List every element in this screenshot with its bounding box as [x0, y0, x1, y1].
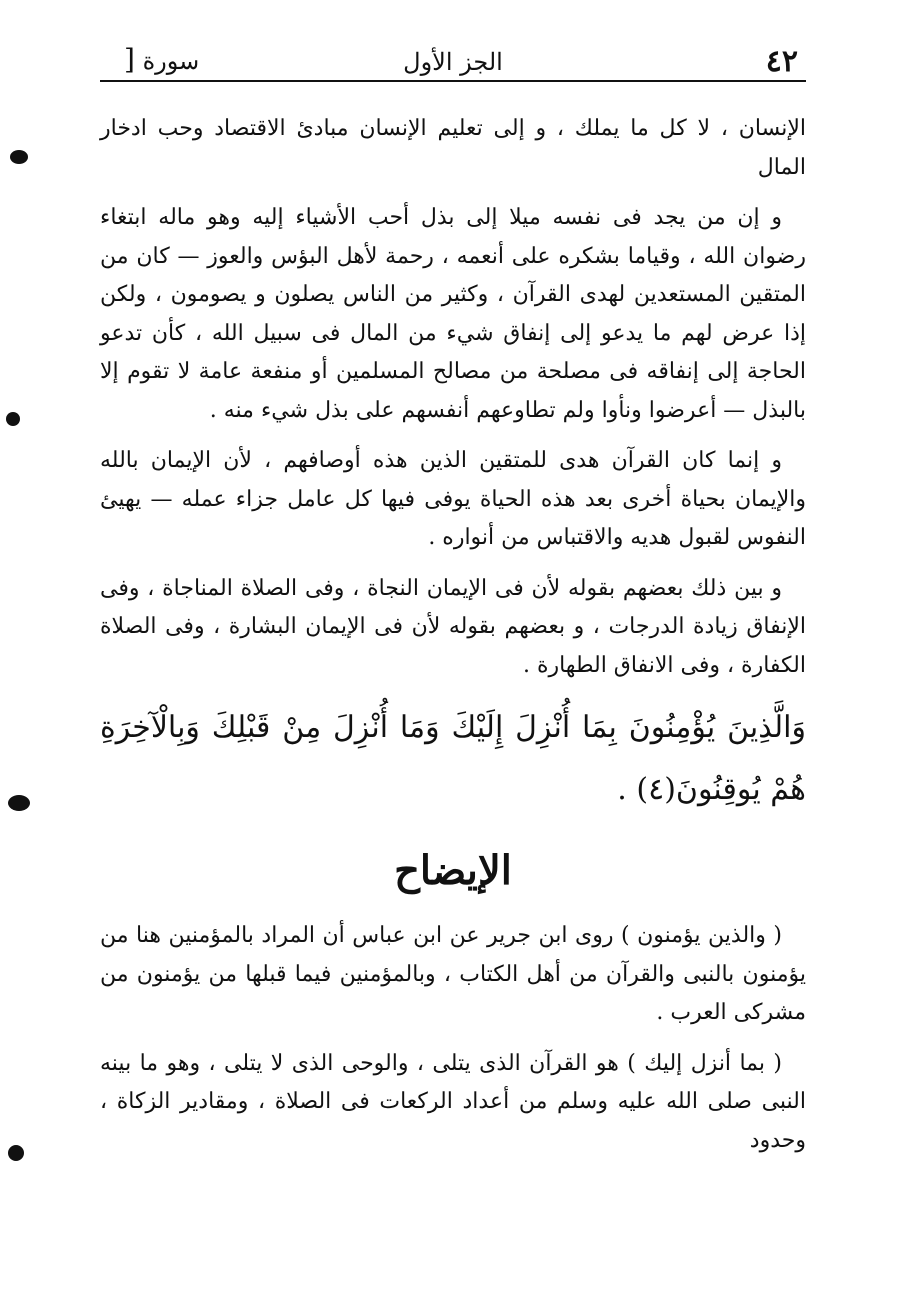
surah-bracket: [	[124, 43, 135, 76]
ink-blot-4	[8, 1145, 24, 1161]
explanation-2: ( بما أنزل إليك ) هو القرآن الذى يتلى ، والوحى الذى لا يتلى ، وهو ما بينه النبى صلى الله عليه وسلم من أعداد الركعات فى الصلاة ، ومقادير الزكاة ، وحدود	[100, 1050, 806, 1153]
paragraph-3: و إنما كان القرآن هدى للمتقين الذين هذه أوصافهم ، لأن الإيمان بالله والإيمان بحياة أخرى بعد هذه الحياة يوفى فيها كل عامل جزاء عمله — يهيئ النفوس لقبول هديه والاقتباس من أنواره .	[100, 448, 806, 550]
explanation-1: ( والذين يؤمنون ) روى ابن جرير عن ابن عباس أن المراد بالمؤمنين هنا من يؤمنون بالنبى والقرآن من أهل الكتاب ، وبالمؤمنين فيما قبلها من يؤمنون من مشركى العرب .	[100, 923, 806, 1025]
surah-label-text: سورة	[142, 47, 200, 75]
page-number: ٤٢	[765, 44, 798, 79]
book-page	[100, 30, 806, 1290]
quran-verse: وَالَّذِينَ يُؤْمِنُونَ بِمَا أُنْزِلَ إِلَيْكَ وَمَا أُنْزِلَ مِنْ قَبْلِكَ وَبِالْآخِرَةِ هُمْ يُوقِنُونَ(٤) .	[100, 710, 806, 807]
ink-blot-2	[6, 412, 20, 426]
ink-blot-1	[10, 150, 28, 164]
paragraph-2: و إن من يجد فى نفسه ميلا إلى بذل أحب الأشياء إليه وهو ماله ابتغاء رضوان الله ، وقياما بشكره على أنعمه ، رحمة لأهل البؤس والعوز — كان من المتقين المستعدين لهدى القرآن ، وكثير من الناس يصلون و يصومون ، ولكن إذا عرض لهم ما يدعو إلى إنفاق شيء من المال فى سبيل الله ، كأن تدعو الحاجة إلى إنفاقه فى مصلحة من مصالح المسلمين أو منفعة عامة لا تقوم إلا بالبذل — أعرضوا ونأوا ولم تطاوعهم أنفسهم على بذل شيء منه .	[100, 205, 806, 423]
page-content	[100, 110, 806, 1172]
section-heading: الإيضاح	[394, 847, 512, 894]
paragraph-4: و بين ذلك بعضهم بقوله لأن فى الإيمان النجاة ، وفى الصلاة المناجاة ، وفى الإنفاق زيادة الدرجات ، و بعضهم بقوله لأن فى الإيمان البشارة ، وفى الصلاة الكفارة ، وفى الانفاق الطهارة .	[100, 575, 807, 678]
part-title: الجز الأول	[403, 48, 503, 76]
header-rule	[100, 80, 806, 82]
ink-blot-3	[8, 795, 30, 811]
surah-label	[110, 43, 200, 76]
paragraph-1: الإنسان ، لا كل ما يملك ، و إلى تعليم الإنسان مبادئ الاقتصاد وحب ادخار المال	[100, 116, 806, 180]
running-header	[100, 40, 806, 84]
